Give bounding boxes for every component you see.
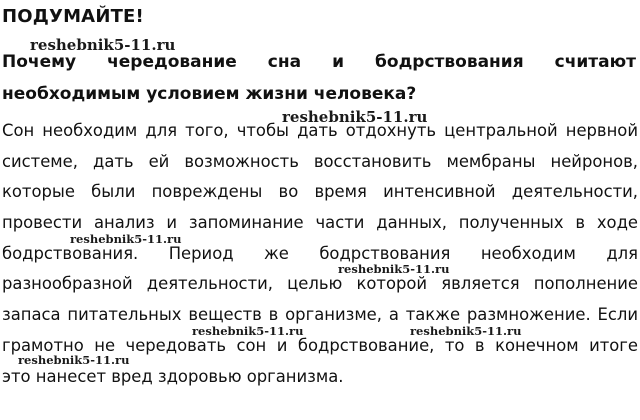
watermark: reshebnik5-11.ru bbox=[282, 108, 428, 126]
answer-line: которые были повреждены во время интенсивной деятельности, bbox=[2, 182, 638, 202]
section-heading: ПОДУМАЙТЕ! bbox=[2, 6, 144, 27]
answer-line: Сон необходим для того, чтобы дать отдохнуть центральной нервной bbox=[2, 121, 638, 140]
watermark: reshebnik5-11.ru bbox=[410, 324, 522, 338]
question-line: необходимым условием жизни человека? bbox=[2, 84, 417, 104]
answer-text bbox=[2, 116, 638, 392]
question-text bbox=[2, 46, 636, 110]
answer-line: запаса питательных веществ в организме, а также размножение. Если bbox=[2, 305, 638, 325]
answer-line: разнообразной деятельности, целью которой является пополнение bbox=[2, 274, 638, 294]
watermark: reshebnik5-11.ru bbox=[338, 262, 450, 276]
watermark: reshebnik5-11.ru bbox=[192, 324, 304, 338]
answer-line: это нанесет вред здоровью организма. bbox=[2, 366, 344, 386]
watermark: reshebnik5-11.ru bbox=[70, 232, 182, 246]
answer-line: бодрствования. Период же бодрствования необходим для bbox=[2, 243, 638, 263]
question-line: Почему чередование сна и бодрствования считают bbox=[2, 52, 636, 72]
answer-line: системе, дать ей возможность восстановить мембраны нейронов, bbox=[2, 151, 638, 171]
watermark: reshebnik5-11.ru bbox=[30, 36, 176, 54]
answer-line: провести анализ и запоминание части данных, полученных в ходе bbox=[2, 213, 638, 233]
watermark: reshebnik5-11.ru bbox=[18, 353, 130, 367]
answer-line: грамотно не чередовать сон и бодрствование, то в конечном итоге bbox=[2, 335, 638, 355]
